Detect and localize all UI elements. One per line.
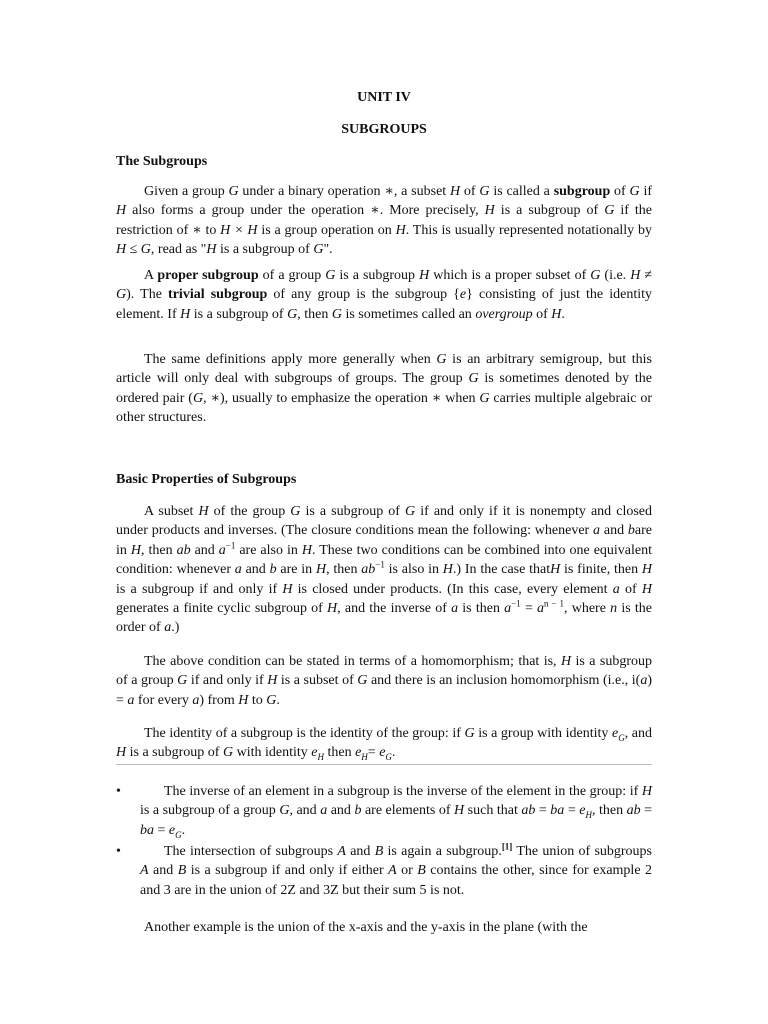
term-overgroup: overgroup [475,306,533,322]
section-heading-subgroups: The Subgroups [116,154,208,169]
term-subgroup: subgroup [553,184,611,199]
section-heading-basic-properties: Basic Properties of Subgroups [116,472,297,487]
paragraph-proper-subgroup: A proper subgroup of a group G is a subgroup H which is a proper subset of G (i.e. H ≠ G). The trivial subgroup of any group is the subgroup {e} consisting of just the identity element. If H is a subgroup of G, then G is sometimes called an overgroup of H. [116,268,652,322]
paragraph-semigroup: The same definitions apply more generally when G is an arbitrary semigroup, but this article will only deal with subgroups of groups. The group G is sometimes denoted by the ordered pair (G, ∗), usually to emphasize the operation ∗ when G carries multiple algebraic or other structures. [116,352,652,426]
term-trivial-subgroup: trivial subgroup [168,287,268,303]
list-item-text: The inverse of an element in a subgroup is the inverse of the element in the group: if H is a subgroup of a group G, and a and b are elements of H such that ab = ba = $e_H$, then ab = ba = $e_G$. [140,784,653,840]
list-item-text: The intersection of subgroups A and B is again a subgroup.[1] The union of subgroups A and B is a subgroup if and only if either A or B contains the other, since for example 2 and 3 are in the union of 2Z and 3Z but their sum 5 is not. [140,841,653,898]
paragraph-axis-example: Another example is the union of the x-axis and the y-axis in the plane (with the [144,920,588,935]
paragraph-homomorphism: The above condition can be stated in terms of a homomorphism; that is, H is a subgroup of a group G if and only if H is a subset of G and there is an inclusion homomorphism (i.e., i(a) = a for every a) from H to G. [116,654,653,708]
unit-title: UNIT IV [357,90,411,105]
term-proper-subgroup: proper subgroup [157,268,259,283]
paragraph-definition: Given a group G under a binary operation ∗, a subset H of G is called a subgroup of G if H also forms a group under the operation ∗. More precisely, H is a subgroup of G if the restriction of ∗ to H × H is a group operation on H. This is usually represented notationally by H ≤ G, read as "H is a subgroup of G". [116,184,653,258]
bullet-icon: • [116,844,121,859]
horizontal-divider [116,764,652,765]
paragraph-identity: The identity of a subgroup is the identity of the group: if G is a group with identity $e_G$, and H is a subgroup of G with identity $e_H$ then $e_H= e_G$. [116,726,652,763]
bullet-icon: • [116,784,121,799]
chapter-title: SUBGROUPS [341,122,427,137]
reference-link[interactable]: [1] [501,841,513,852]
paragraph-closure: A subset H of the group G is a subgroup of G if and only if it is nonempty and closed under products and inverses. (The closure conditions mean the following: whenever a and bare in H, then ab and $a^{-1}$ are also in H. These two conditions can be combined into one equivalent condition: whenever a and b are in H, then $ab^{-1}$ is also in H.) In the case thatH is finite, then H is a subgroup if and only if H is closed under products. (In this case, every element a of H generates a finite cyclic subgroup of H, and the inverse of a is then $a^{-1} = a^{n - 1}$, where n is the order of a.) [116,504,653,636]
